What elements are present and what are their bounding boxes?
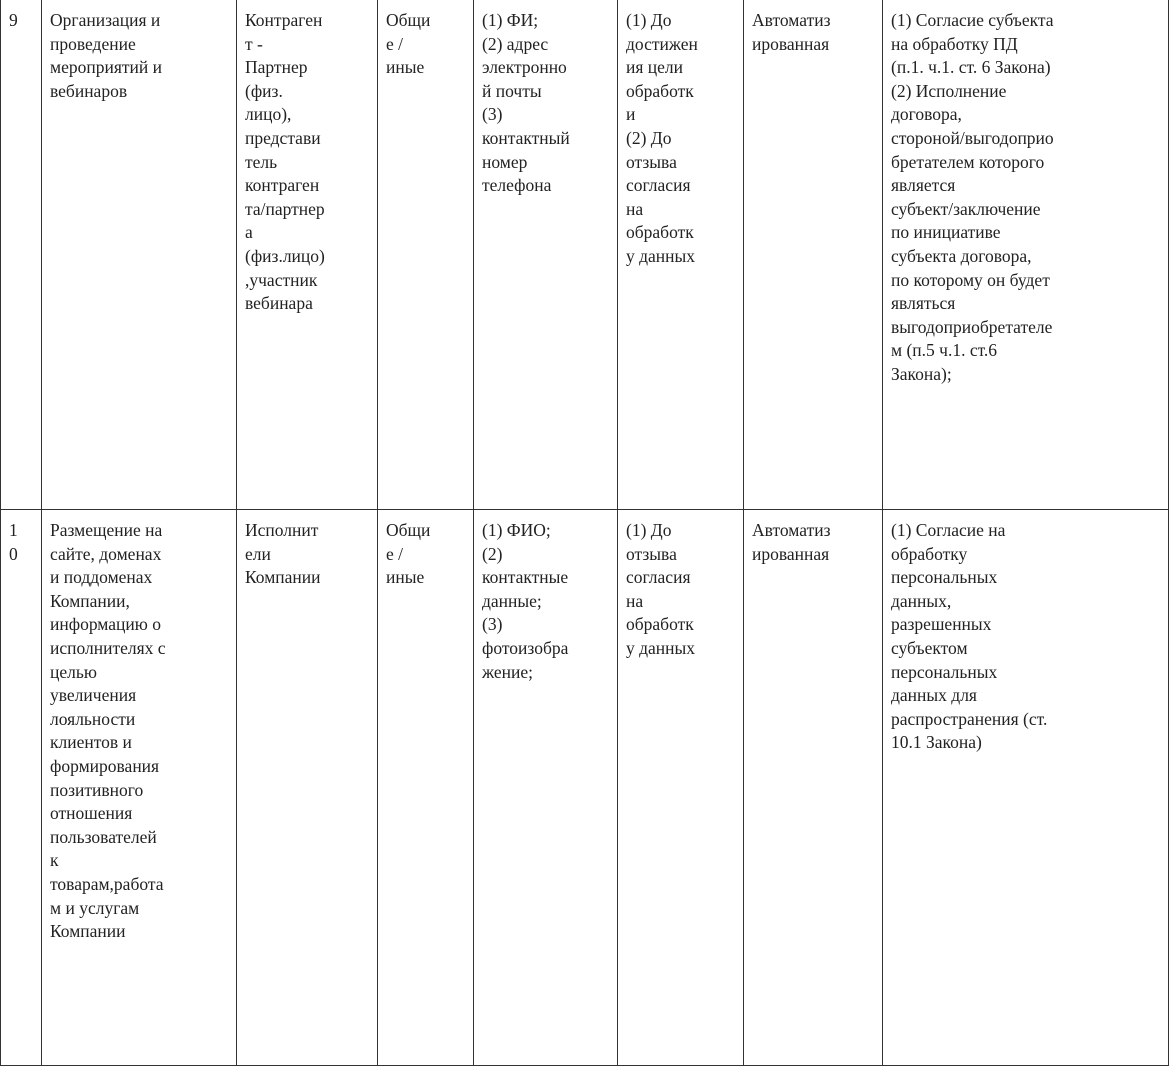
processing-method: Автоматиз ированная [752, 520, 831, 564]
basis-cell [883, 510, 1169, 1066]
data-list-cell [474, 510, 618, 1066]
personal-data-list: (1) ФИ; (2) адрес электронно й почты (3) контактный номер телефона [482, 10, 570, 196]
subjects-cell [237, 510, 378, 1066]
processing-term: (1) До отзыва согласия на обработк у данных [626, 520, 696, 658]
row-number-cell [1, 0, 42, 510]
term-cell [618, 0, 744, 510]
method-cell [744, 0, 883, 510]
processing-purpose: Организация и проведение мероприятий и вебинаров [50, 10, 162, 101]
row-number-cell [1, 510, 42, 1066]
processing-purpose: Размещение на сайте, доменах и поддоменах Компании, информацию о исполнителях с целью увеличения лояльности клиентов и формирования позитивного отношения пользователей к товарам,работа м и услугам Компании [50, 520, 166, 942]
personal-data-list: (1) ФИО; (2) контактные данные; (3) фотоизобра жение; [482, 520, 569, 682]
data-subjects: Контраген т - Партнер (физ. лицо), представи тель контраген та/партнер а (физ.лицо) ,участник вебинара [245, 10, 325, 314]
row-number: 1 0 [9, 520, 18, 564]
legal-basis: (1) Согласие на обработку персональных данных, разрешенных субъектом персональных данных для распространения (ст. 10.1 Закона) [891, 520, 1048, 753]
table-row [1, 0, 1169, 510]
purpose-cell [42, 510, 237, 1066]
processing-method: Автоматиз ированная [752, 10, 831, 54]
term-cell [618, 510, 744, 1066]
category-cell [378, 0, 474, 510]
row-number: 9 [9, 10, 18, 30]
category-cell [378, 510, 474, 1066]
method-cell [744, 510, 883, 1066]
table-row [1, 510, 1169, 1066]
purpose-cell [42, 0, 237, 510]
data-category: Общи е / иные [386, 520, 431, 588]
basis-cell [883, 0, 1169, 510]
legal-basis: (1) Согласие субъекта на обработку ПД (п.1. ч.1. ст. 6 Закона) (2) Исполнение договора, стороной/выгодоприо бретателем которого является субъект/заключение по инициативе субъекта договора, по которому он будет являться выгодоприобретателе м (п.5 ч.1. ст.6 Закона); [891, 10, 1054, 384]
data-category: Общи е / иные [386, 10, 431, 78]
data-subjects: Исполнит ели Компании [245, 520, 321, 588]
processing-term: (1) До достижен ия цели обработк и (2) До отзыва согласия на обработк у данных [626, 10, 698, 266]
subjects-cell [237, 0, 378, 510]
data-list-cell [474, 0, 618, 510]
